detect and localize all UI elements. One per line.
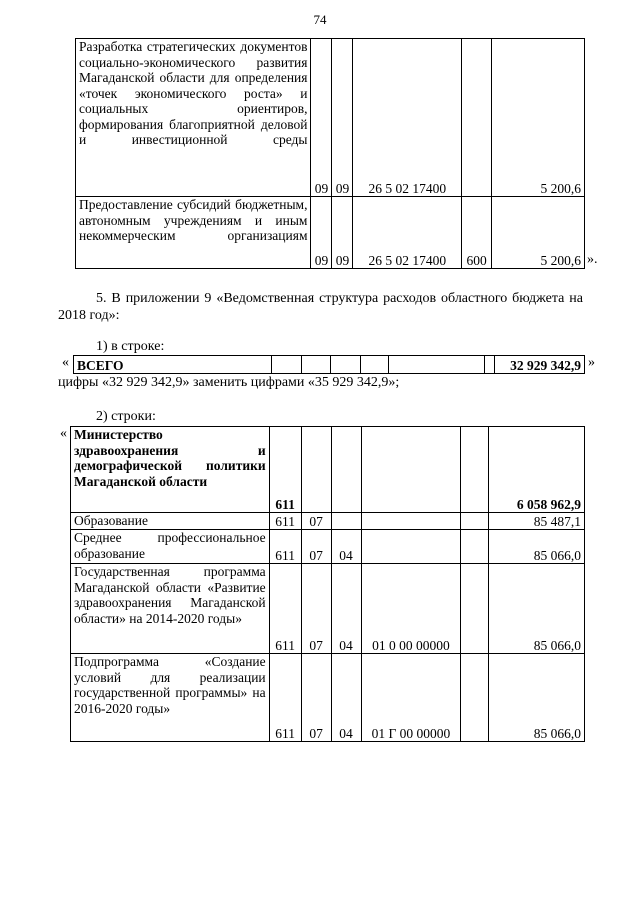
subsection-code xyxy=(331,513,361,530)
subitem-1: 1) в строке: xyxy=(96,339,165,354)
row-description: Разработка стратегических документов социально-экономического развития Магаданской области для определения «точек экономического роста» и социальных ориентиров, формирования благоприятной деловой и инвестиционной среды xyxy=(76,39,311,197)
section-code: 07 xyxy=(301,564,331,654)
row-description: Среднее профессиональное образование xyxy=(71,530,270,564)
expense-type-code xyxy=(461,564,489,654)
amount: 5 200,6 xyxy=(492,197,585,269)
ministry-code: 611 xyxy=(269,513,301,530)
subitem-2: 2) строки: xyxy=(96,409,156,424)
table-row xyxy=(71,654,585,742)
amount: 85 487,1 xyxy=(489,513,585,530)
row-description: Государственная программа Магаданской области «Развитие здравоохранения Магаданской области» на 2014-2020 годы» xyxy=(71,564,270,654)
amount: 85 066,0 xyxy=(489,564,585,654)
ministry-table xyxy=(70,426,585,742)
close-quote: » xyxy=(588,355,595,370)
target-article-code xyxy=(361,513,461,530)
expense-type-code xyxy=(461,530,489,564)
ministry-code: 611 xyxy=(269,654,301,742)
page-number: 74 xyxy=(313,12,327,27)
subsection-code: 09 xyxy=(332,39,353,197)
expense-type-code xyxy=(461,654,489,742)
open-quote: « xyxy=(60,426,67,441)
section-code: 07 xyxy=(301,530,331,564)
row-description: Предоставление субсидий бюджетным, автономным учреждениям и иным некоммерческим организациям xyxy=(76,197,311,269)
subsection-code: 09 xyxy=(332,197,353,269)
expense-type-code: 600 xyxy=(462,197,492,269)
amount: 6 058 962,9 xyxy=(489,427,585,513)
row-description: Образование xyxy=(71,513,270,530)
expense-type-code xyxy=(462,39,492,197)
closing-quote: ». xyxy=(587,252,598,267)
paragraph-5: 5. В приложении 9 «Ведомственная структура расходов областного бюджета на 2018 год»: xyxy=(58,291,583,323)
table-row xyxy=(76,39,585,197)
table-row xyxy=(76,197,585,269)
section-code: 09 xyxy=(311,197,332,269)
section-code: 07 xyxy=(301,654,331,742)
total-table xyxy=(73,355,585,374)
ministry-code: 611 xyxy=(269,564,301,654)
table-row xyxy=(71,530,585,564)
row-description: Подпрограмма «Создание условий для реализации государственной программы» на 2016-2020 годы» xyxy=(71,654,270,742)
subsection-code: 04 xyxy=(331,654,361,742)
ministry-code: 611 xyxy=(269,530,301,564)
target-article-code: 01 0 00 00000 xyxy=(361,564,461,654)
table-row xyxy=(71,427,585,513)
total-value: 32 929 342,9 xyxy=(495,356,585,374)
subsection-code: 04 xyxy=(331,530,361,564)
table-row xyxy=(71,564,585,654)
amount: 85 066,0 xyxy=(489,654,585,742)
replace-instruction: цифры «32 929 342,9» заменить цифрами «35 929 342,9»; xyxy=(58,375,400,390)
amount: 5 200,6 xyxy=(492,39,585,197)
table-row xyxy=(71,513,585,530)
open-quote: « xyxy=(62,355,69,370)
row-description: Министерство здравоохранения и демографической политики Магаданской области xyxy=(71,427,270,513)
section-code: 09 xyxy=(311,39,332,197)
total-label: ВСЕГО xyxy=(74,356,272,374)
subsection-code: 04 xyxy=(331,564,361,654)
amount: 85 066,0 xyxy=(489,530,585,564)
section-code: 07 xyxy=(301,513,331,530)
ministry-code: 611 xyxy=(269,427,301,513)
target-article-code: 01 Г 00 00000 xyxy=(361,654,461,742)
section-code xyxy=(301,427,331,513)
expense-type-code xyxy=(461,513,489,530)
target-article-code xyxy=(361,530,461,564)
target-article-code: 26 5 02 17400 xyxy=(353,197,462,269)
target-article-code: 26 5 02 17400 xyxy=(353,39,462,197)
subsection-code xyxy=(331,427,361,513)
target-article-code xyxy=(361,427,461,513)
expense-type-code xyxy=(461,427,489,513)
table-row xyxy=(74,356,585,374)
budget-table-continued xyxy=(75,38,585,269)
